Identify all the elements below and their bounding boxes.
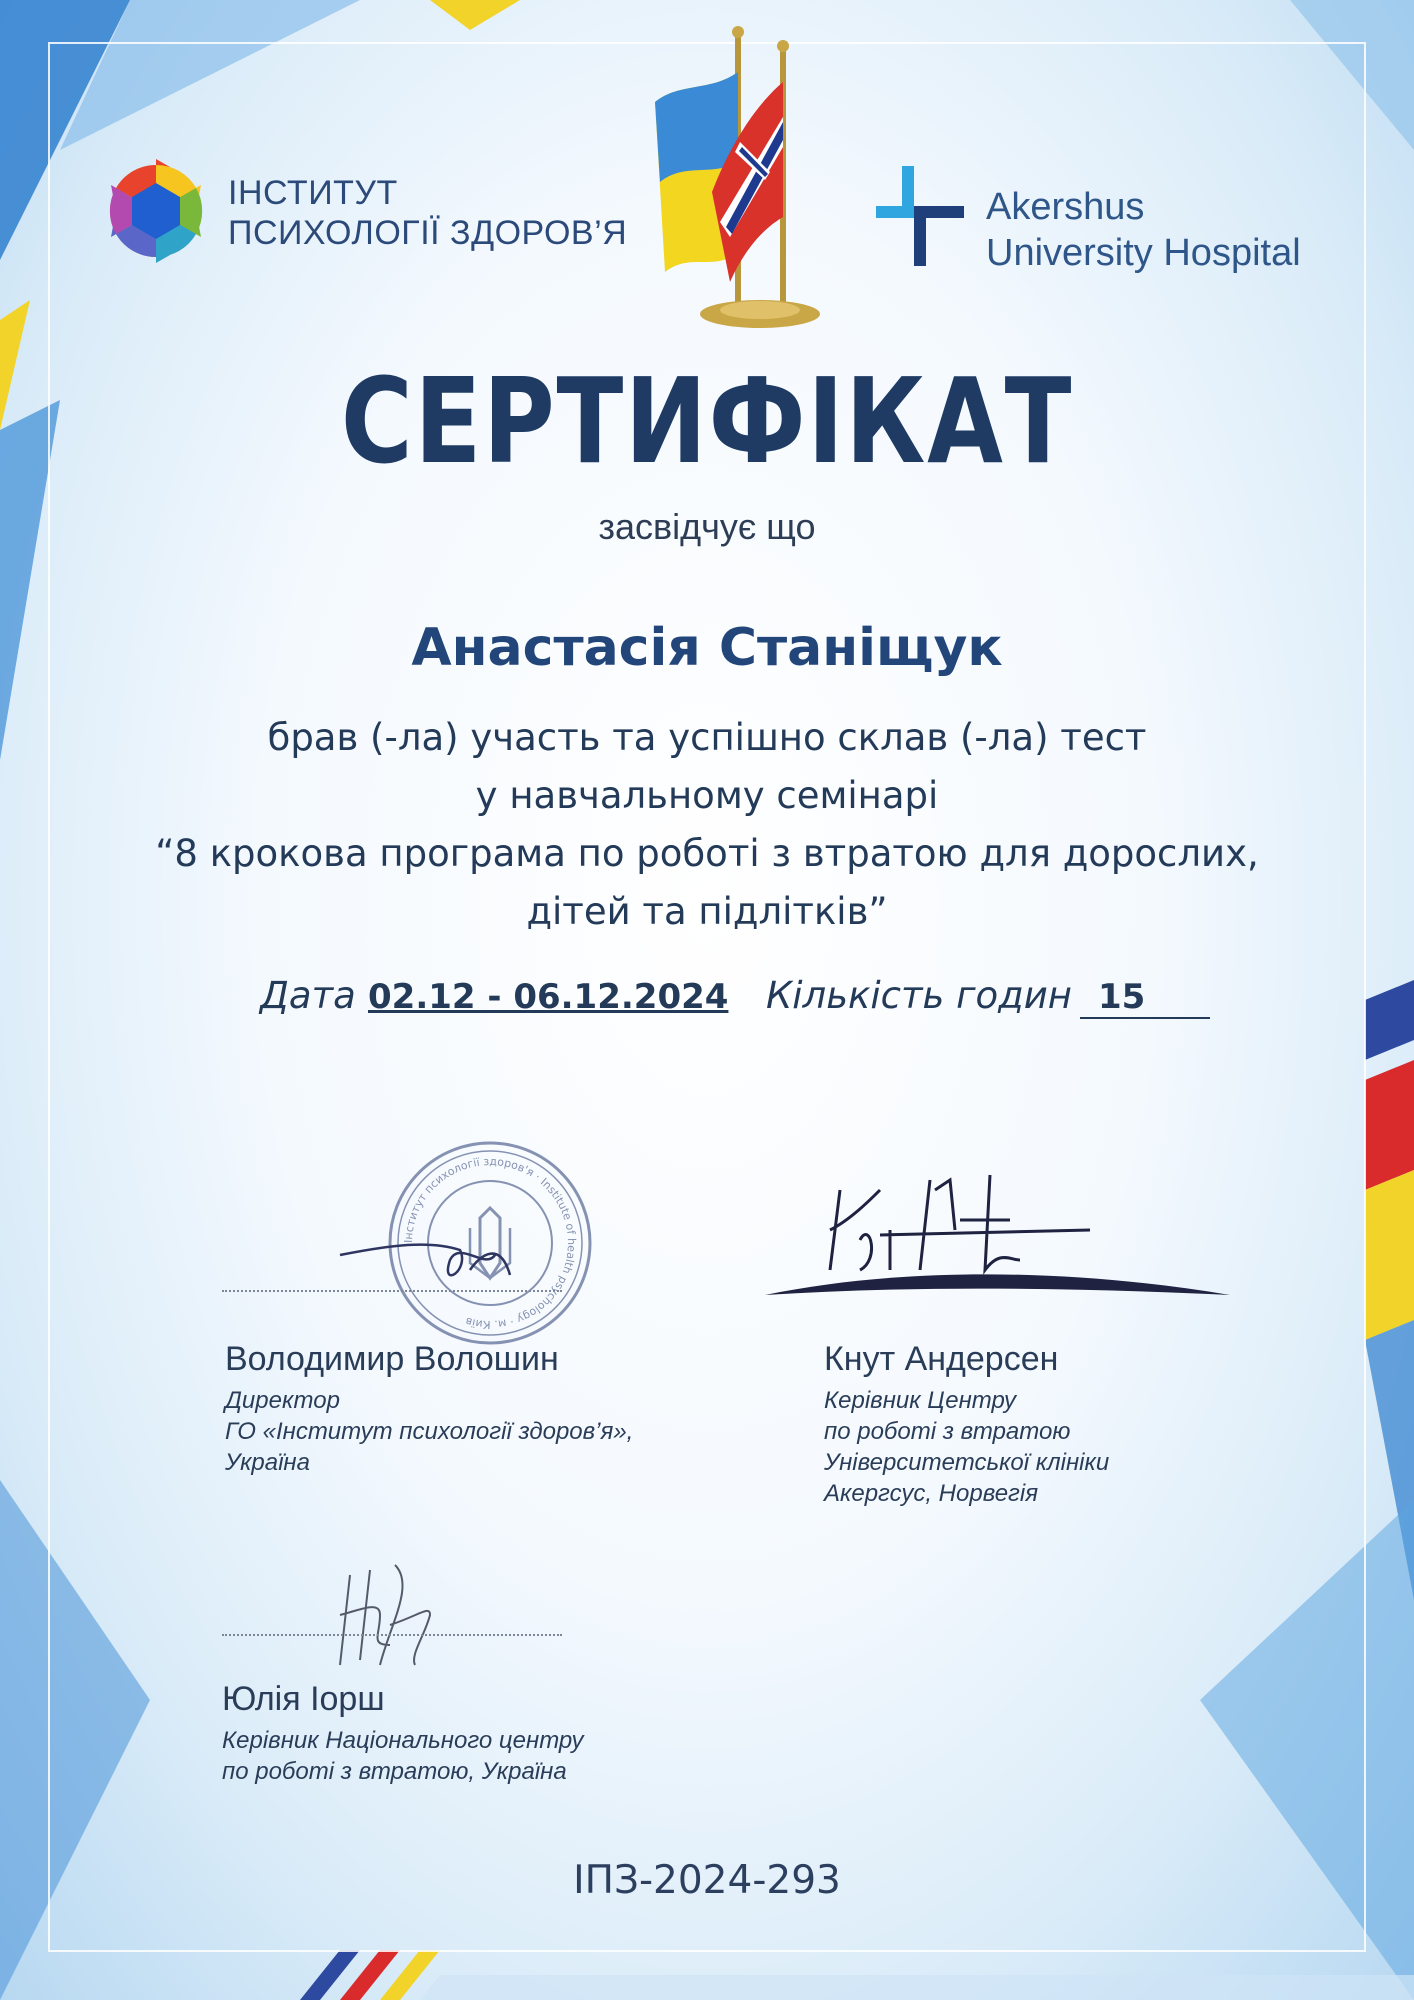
- signatory-role-line: по роботі з втратою, Україна: [222, 1758, 567, 1785]
- certificate-number: ІПЗ-2024-293: [573, 1858, 841, 1903]
- body-line-1: брав (-ла) участь та успішно склав (-ла) тест: [267, 716, 1147, 759]
- akershus-logo-line1: Akershus: [986, 186, 1145, 228]
- signatory-voloshyn: [225, 1340, 633, 1478]
- ukraine-norway-flags-icon: [640, 22, 860, 342]
- signatory-role-line: Університетської клініки: [824, 1449, 1110, 1476]
- akershus-logo-icon: [872, 160, 972, 270]
- hours-value: 15: [1080, 977, 1210, 1019]
- signature-line-3: [222, 1634, 562, 1636]
- signature-line-1: [222, 1290, 562, 1292]
- hours-label: Кількість годин: [766, 974, 1072, 1017]
- signatory-role-line: Акергсус, Норвегія: [824, 1480, 1039, 1507]
- akershus-logo-line2: University Hospital: [986, 232, 1301, 274]
- body-line-3: “8 крокова програма по роботі з втратою для дорослих,: [155, 832, 1259, 875]
- signatory-role-line: Керівник Центру: [824, 1387, 1017, 1414]
- signatory-role-line: ГО «Інститут психології здоров’я»,: [225, 1418, 634, 1445]
- date-value: 02.12 - 06.12.2024: [368, 977, 729, 1017]
- signatory-iorsh: [222, 1680, 583, 1787]
- signatory-role-line: Керівник Національного центру: [222, 1727, 584, 1754]
- signatory-andersen: [824, 1340, 1109, 1509]
- seal-text: Інститут психології здоров'я · Institute of health psychology · м. Київ: [401, 1154, 579, 1332]
- institute-logo-line1: ІНСТИТУТ: [228, 174, 398, 212]
- hexagon-gear-logo-icon: [100, 155, 212, 267]
- signature-andersen: [760, 1160, 1240, 1320]
- attests-text: засвідчує що: [598, 506, 816, 547]
- body-line-2: у навчальному семінарі: [475, 774, 939, 817]
- signatory-name: Володимир Волошин: [225, 1340, 559, 1378]
- signature-voloshyn: [320, 1200, 580, 1300]
- signatory-role-line: по роботі з втратою: [824, 1418, 1071, 1445]
- date-label: Дата: [260, 974, 356, 1017]
- recipient-name: Анастасія Станіщук: [411, 618, 1003, 678]
- signatory-role-line: Україна: [225, 1449, 310, 1476]
- signature-iorsh: [320, 1545, 480, 1675]
- body-line-4: дітей та підлітків”: [526, 890, 888, 933]
- institute-logo: [100, 155, 640, 265]
- signatory-role-line: Директор: [225, 1387, 340, 1414]
- akershus-logo: [872, 160, 1332, 280]
- signatory-name: Юлія Іорш: [222, 1680, 385, 1718]
- certificate-title: СЕРТИФІКАТ: [340, 352, 1074, 490]
- institute-logo-line2: ПСИХОЛОГІЇ ЗДОРОВ’Я: [228, 214, 628, 252]
- signatory-name: Кнут Андерсен: [824, 1340, 1059, 1378]
